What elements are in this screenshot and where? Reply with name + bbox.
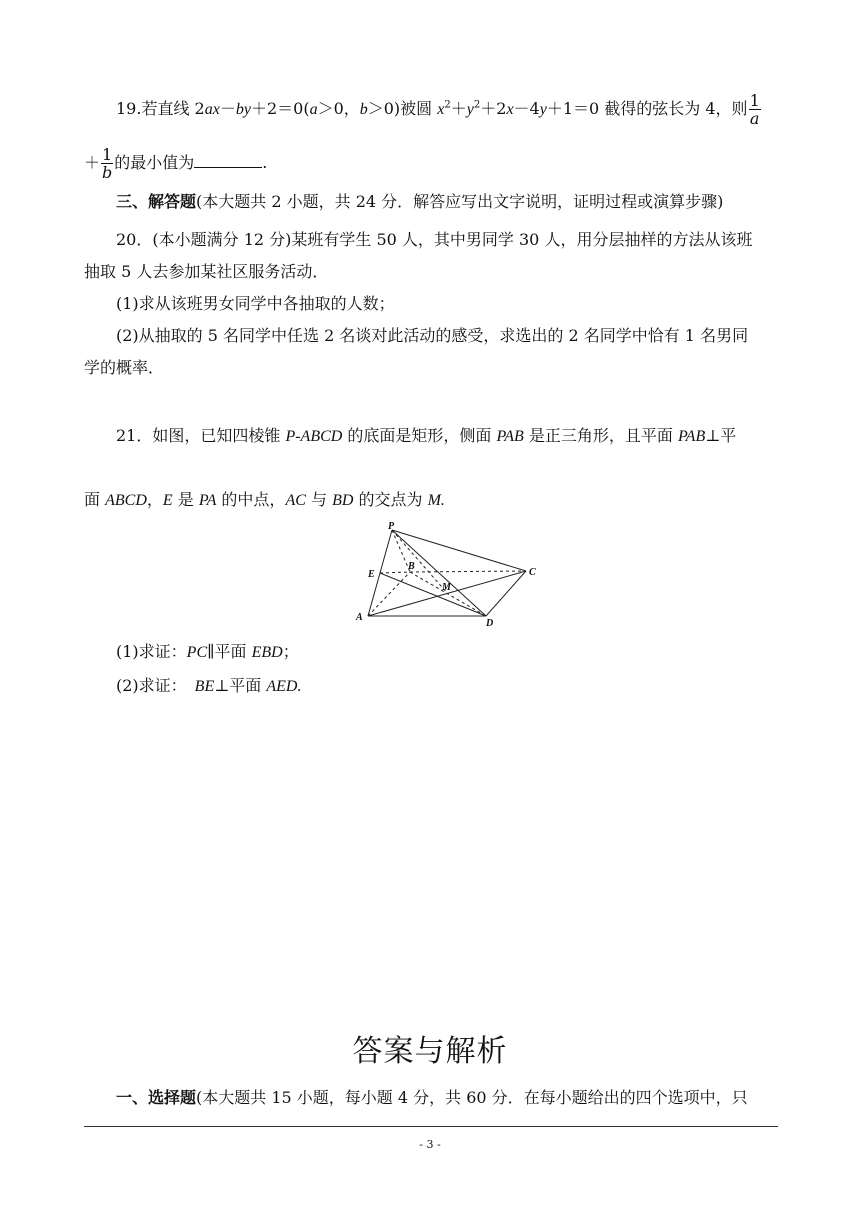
edge-EB [380,572,410,573]
text: x [506,101,514,118]
q20-line2: 抽取 5 人去参加某社区服务活动． [84,262,329,281]
text: 19.若直线 2 [116,99,205,118]
text: ＋2 [480,99,507,118]
exponent: 2 [444,99,451,111]
text: (1)求证： [116,642,187,661]
text: 与 [305,490,333,509]
text: － [219,99,236,118]
edge-ED [380,573,486,616]
text: 的最小值为 [114,153,195,172]
text: PAB [677,428,706,445]
text: －4 [513,99,540,118]
text: (2)求证： [116,676,195,695]
numerator: 1 [102,145,113,164]
text: ； [282,642,299,661]
label-D: D [486,618,494,629]
exponent: 2 [473,99,481,111]
text: 的中点， [216,490,286,509]
text: ＋ [450,99,467,118]
text: 是正三角形，且平面 [523,426,678,445]
section-desc: (本大题共 15 小题，每小题 4 分，共 60 分．在每小题给出的四个选项中，只 [196,1088,748,1107]
numerator: 1 [749,91,760,110]
q20-part1: (1)求从该班男女同学中各抽取的人数； [116,294,395,313]
section3-heading [116,192,816,212]
edge-PD [392,530,486,616]
text: BE [194,678,215,695]
pyramid-figure [350,520,550,630]
text: AC [285,492,306,509]
text: y [539,101,547,118]
text: ⊥平 [705,426,737,445]
label-C: C [529,567,536,578]
text: 是 [172,490,199,509]
text: ⊥平面 [214,676,267,695]
text: 面 [84,490,106,509]
text: PA [198,492,217,509]
text: by [235,101,251,118]
label-P: P [388,521,395,532]
text: y [466,101,474,118]
text: ， [146,490,163,509]
label-M: M [442,582,451,593]
q20-line1: 20．(本小题满分 12 分)某班有学生 50 人，其中男同学 30 人，用分层抽样的方法从该班 [116,230,753,249]
text: ABCD [105,492,147,509]
text: 的交点为 [353,490,428,509]
section-title: 一、选择题 [116,1088,197,1107]
fraction-1-over-b [101,146,113,181]
text: ＞0)被圆 [367,99,438,118]
q19-line1 [116,92,816,127]
q21-line2 [84,490,784,511]
text: . [262,153,268,172]
text: E [162,492,173,509]
text: ＋1＝0 截得的弦长为 4，则 [546,99,748,118]
q21-line1 [116,426,816,447]
text: ＞0， [317,99,360,118]
text: P-ABCD [285,428,343,445]
text: 的底面是矩形，侧面 [342,426,497,445]
section-title: 三、解答题 [116,192,197,211]
text: 21．如图，已知四棱锥 [116,426,286,445]
text: 平面 [214,642,252,661]
text: x [437,101,445,118]
q20-part2b: 学的概率． [84,358,165,377]
text: ＋ [84,153,101,172]
q21-part1 [116,642,816,663]
denominator: b [102,163,113,182]
text: PC∥ [186,644,215,661]
answer-title: 答案与解析 [352,1034,508,1069]
text: PAB [496,428,524,445]
edge-DC [486,571,526,616]
label-A: A [356,612,363,623]
fraction-1-over-a [749,92,761,127]
text: a [309,101,318,118]
text: AED. [266,678,302,695]
edge-PM [392,530,448,594]
text: BD [332,492,354,509]
label-B: B [408,561,415,572]
section-desc: (本大题共 2 小题，共 24 分．解答应写出文字说明，证明过程或演算步骤) [196,192,724,211]
text: M. [427,492,445,509]
q21-part2 [116,676,816,697]
text: ax [204,101,220,118]
footer-divider [84,1126,778,1127]
answer-blank [194,153,262,168]
text: ＋2＝0( [250,99,310,118]
answer-section1 [116,1088,816,1108]
q20-part2a: (2)从抽取的 5 名同学中任选 2 名谈对此活动的感受，求选出的 2 名同学中恰有 1 名男同 [116,326,749,345]
label-E: E [368,569,375,580]
denominator: a [749,109,760,128]
q19-line2 [84,146,784,181]
text: EBD [251,644,283,661]
page-number: - 3 - [419,1138,441,1151]
text: b [359,101,368,118]
